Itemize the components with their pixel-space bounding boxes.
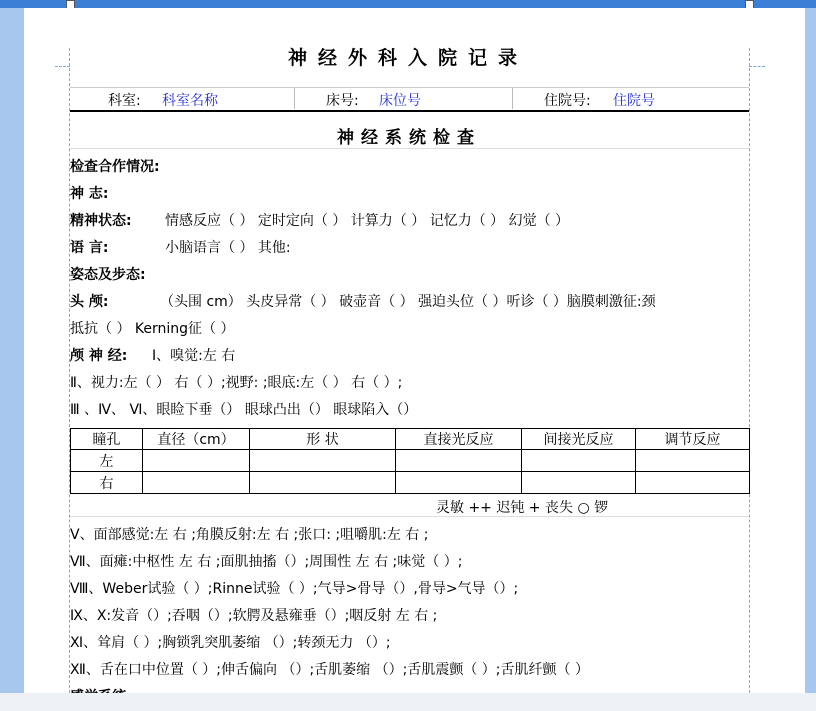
bed-label: 床号:: [326, 93, 359, 109]
pupil-table: [70, 428, 750, 494]
dept-label: 科室:: [108, 93, 141, 109]
cranial-ii[interactable]: Ⅱ、视力:左（ ） 右（ ）;视野: ;眼底:左（ ） 右（ ）;: [70, 375, 403, 391]
gait-heading: 姿态及步态:: [70, 267, 146, 283]
header-divider: [294, 88, 295, 109]
admission-value[interactable]: 住院号: [613, 93, 655, 109]
document-title: 神经外科入院记录: [287, 47, 528, 69]
head-text[interactable]: （头围 cm） 头皮异常（ ） 破壶音（ ） 强迫头位（ ）听诊（ ）脑膜刺激征:颈: [160, 294, 656, 310]
table-cell[interactable]: [250, 472, 396, 494]
table-cell[interactable]: [522, 450, 636, 472]
table-header: 调节反应: [636, 429, 750, 450]
dept-value[interactable]: 科室名称: [162, 93, 218, 109]
window-top-bar: [0, 0, 816, 8]
mental-label: 精神状态:: [70, 213, 132, 229]
cranial-i-text[interactable]: Ⅰ、嗅觉:左 右: [152, 348, 236, 364]
header-bottom-rule: [70, 110, 749, 112]
cranial-ix-x[interactable]: Ⅸ、Ⅹ:发音（）;吞咽（）;软腭及悬雍垂（）;咽反射 左 右 ;: [70, 608, 438, 624]
margin-guide-right: [749, 48, 750, 698]
consciousness-label: 神 志:: [70, 186, 109, 202]
table-row: [71, 450, 750, 472]
table-header: 直径（cm）: [143, 429, 250, 450]
head-label: 头 颅:: [70, 294, 109, 310]
table-cell[interactable]: [396, 472, 522, 494]
admission-label: 住院号:: [544, 93, 591, 109]
table-header: 形 状: [250, 429, 396, 450]
row-label-left: 左: [71, 450, 143, 472]
section-rule: [70, 148, 749, 149]
header-divider: [512, 88, 513, 109]
bed-value[interactable]: 床位号: [379, 93, 421, 109]
table-cell[interactable]: [143, 450, 250, 472]
table-cell[interactable]: [250, 450, 396, 472]
header-top-rule: [70, 87, 749, 88]
cranial-xii[interactable]: Ⅻ、舌在口中位置（ ）;伸舌偏向 （）;舌肌萎缩 （）;舌肌震颤（ ）;舌肌纤颤（ ）: [70, 662, 589, 678]
reflex-legend: 灵敏 ++ 迟钝 + 丧失 ○ 锣: [436, 500, 609, 516]
table-cell[interactable]: [636, 450, 750, 472]
mental-text[interactable]: 情感反应（ ） 定时定向（ ） 计算力（ ） 记忆力（ ） 幻觉（ ）: [165, 213, 570, 229]
language-text[interactable]: 小脑语言（ ） 其他:: [165, 240, 291, 256]
table-header-row: [71, 429, 750, 450]
status-strip: [0, 693, 816, 711]
cranial-label: 颅 神 经:: [70, 348, 128, 364]
table-header: 瞳孔: [71, 429, 143, 450]
table-header: 间接光反应: [522, 429, 636, 450]
row-label-right: 右: [71, 472, 143, 494]
cranial-iii[interactable]: Ⅲ 、Ⅳ、 Ⅵ、眼睑下垂（） 眼球凸出（） 眼球陷入（）: [70, 402, 418, 418]
table-row: [71, 472, 750, 494]
cranial-v[interactable]: Ⅴ、面部感觉:左 右 ;角膜反射:左 右 ;张口: ;咀嚼肌:左 右 ;: [70, 527, 429, 543]
head-text-cont[interactable]: 抵抗（ ） Kerning征（ ）: [70, 321, 235, 337]
table-cell[interactable]: [396, 450, 522, 472]
language-label: 语 言:: [70, 240, 109, 256]
cranial-xi[interactable]: Ⅺ、耸肩（ ）;胸锁乳突肌萎缩 （）;转颈无力 （）;: [70, 635, 391, 651]
cooperation-heading: 检查合作情况:: [70, 159, 160, 175]
table-cell[interactable]: [143, 472, 250, 494]
legend-rule: [70, 516, 749, 517]
section-title: 神经系统检查: [337, 128, 481, 148]
table-cell[interactable]: [522, 472, 636, 494]
cranial-viii[interactable]: Ⅷ、Weber试验（ ）;Rinne试验（ ）;气导>骨导（）,骨导>气导（）;: [70, 581, 519, 597]
cranial-vii[interactable]: Ⅶ、面瘫:中枢性 左 右 ;面肌抽搐（）;周围性 左 右 ;味觉（ ）;: [70, 554, 463, 570]
table-header: 直接光反应: [396, 429, 522, 450]
table-cell[interactable]: [636, 472, 750, 494]
